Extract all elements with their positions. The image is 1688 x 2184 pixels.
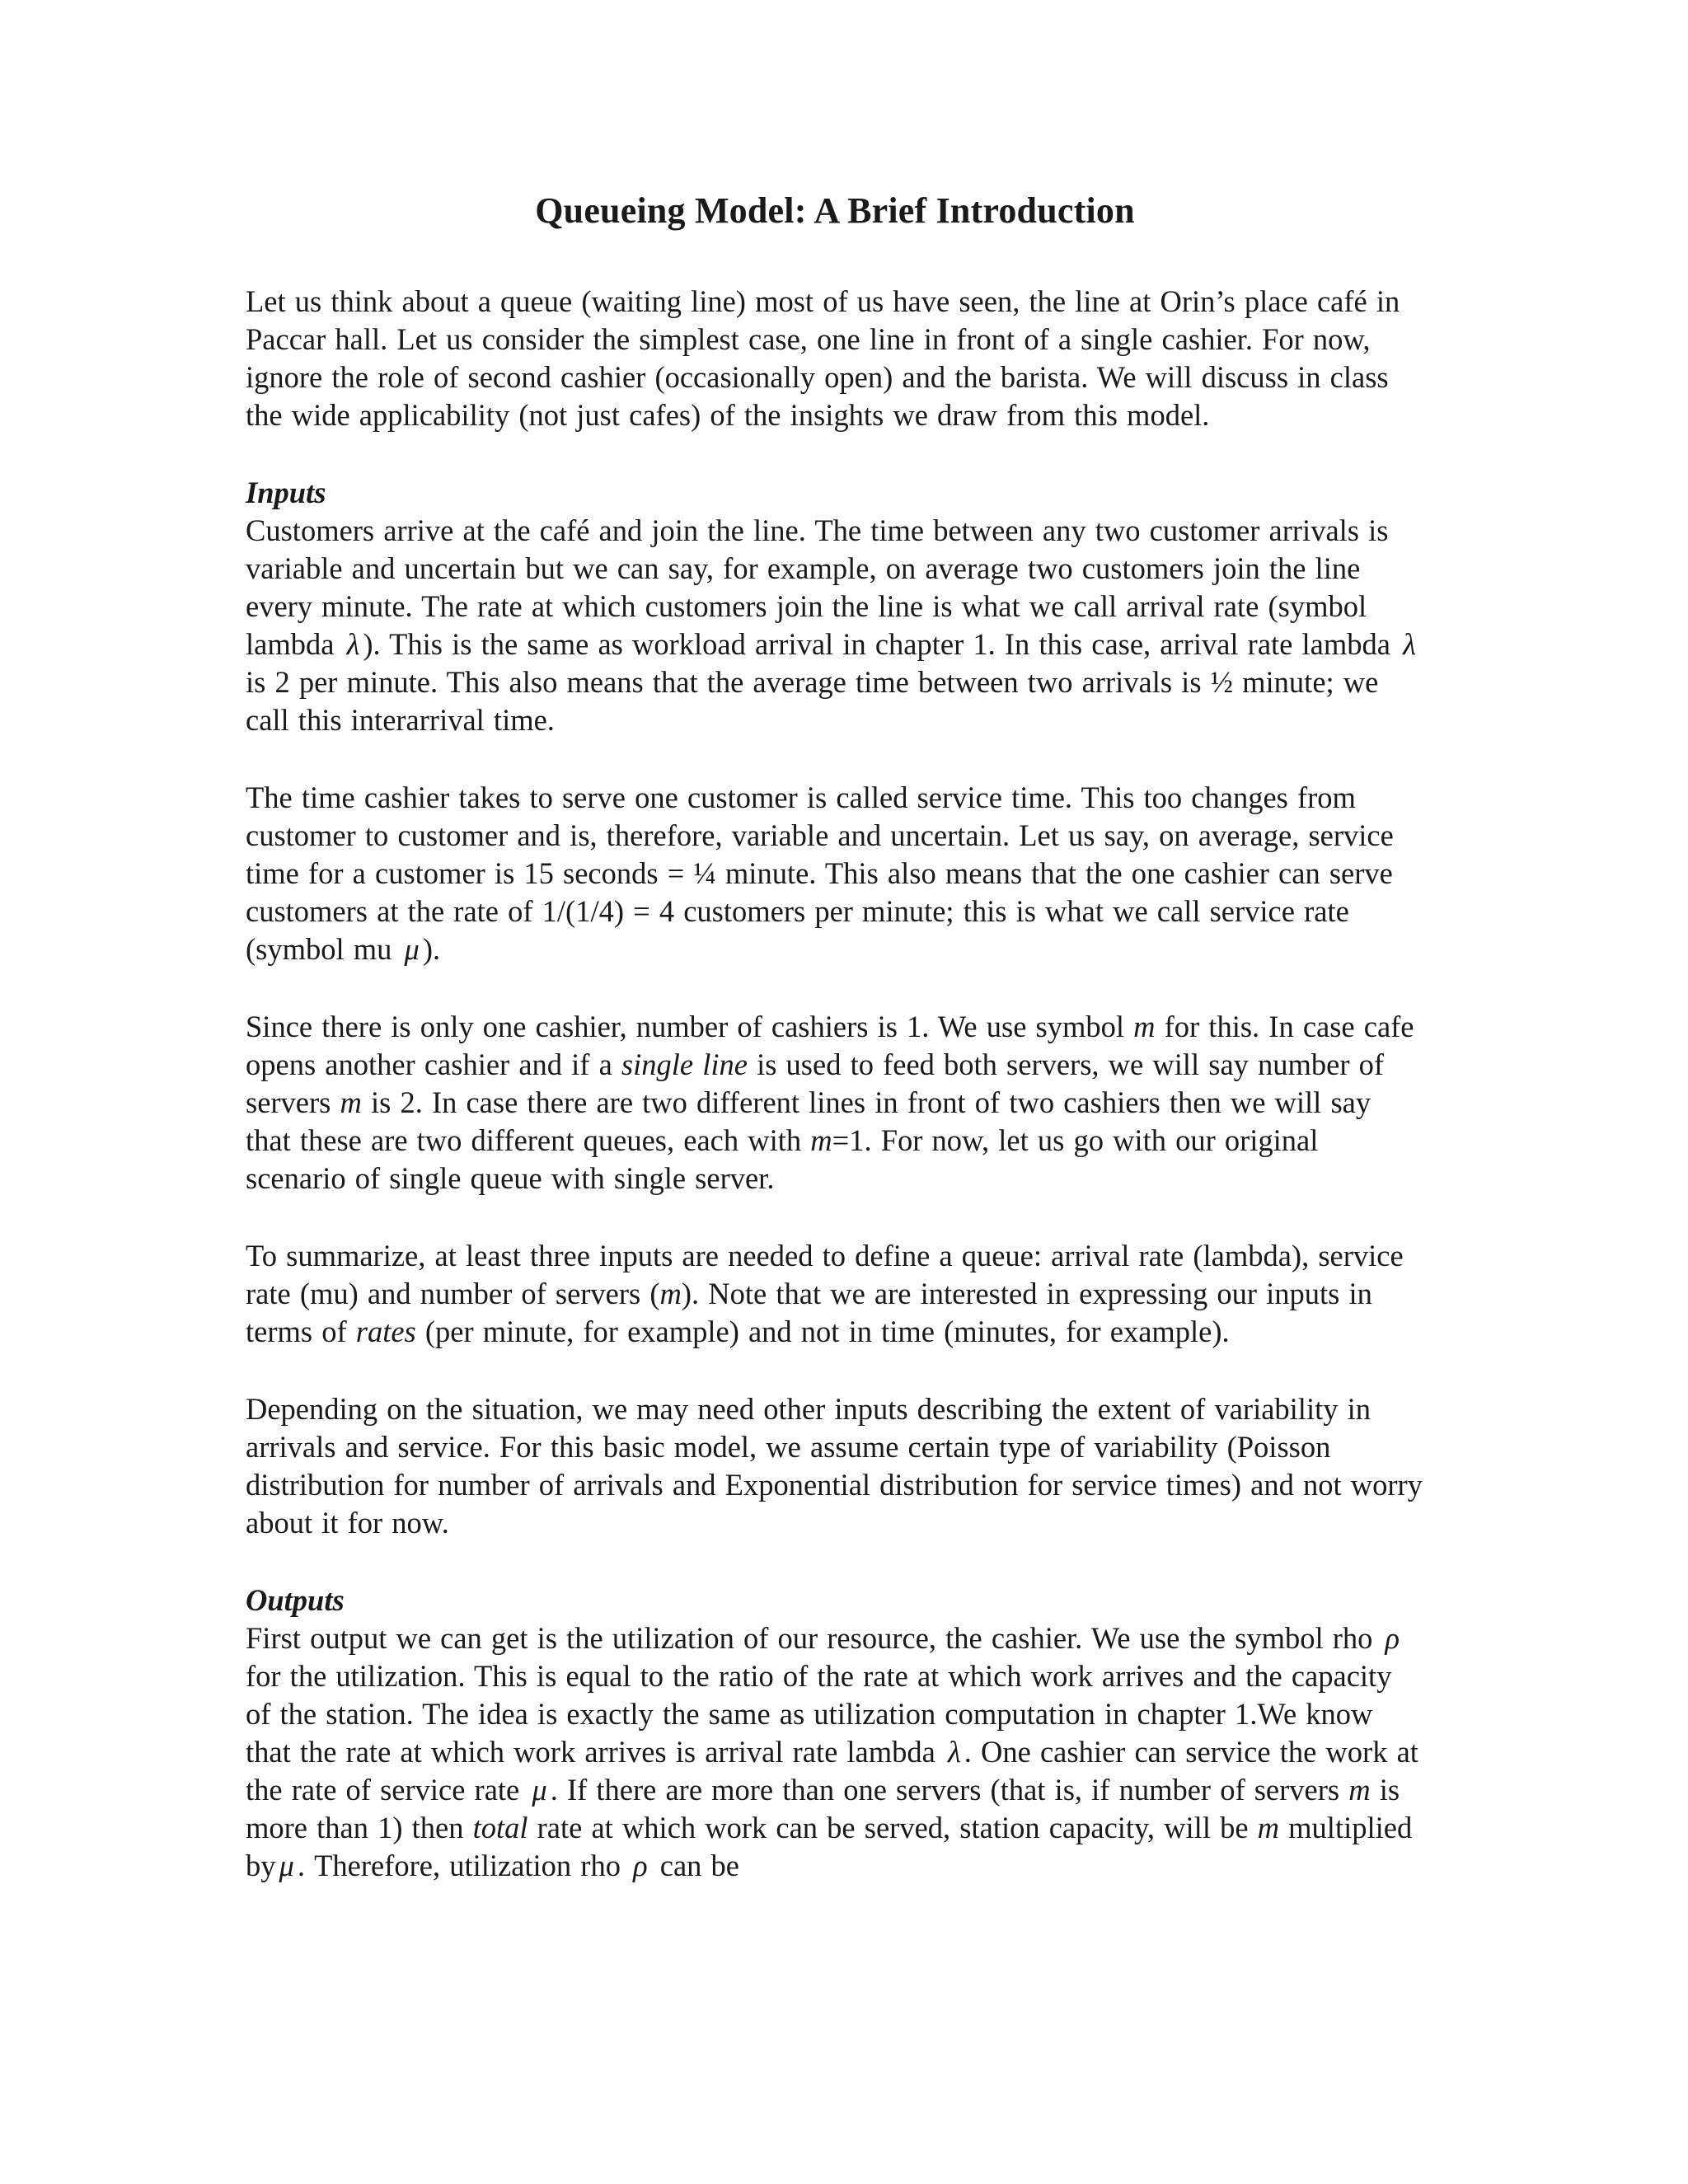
m-variable: m [659,1277,682,1310]
lambda-symbol: λ [346,627,360,661]
m-variable: m [340,1085,362,1119]
outputs-heading: Outputs [246,1583,345,1617]
text-segment: ). This is the same as workload arrival in chapter 1. In this case, arrival rate lambda [363,627,1390,661]
text-segment: is more than 1) then [246,1773,1400,1844]
text-segment: To summarize, at least three inputs are needed to define a queue: arrival rate (lambda), service rate (mu) and number of servers ( [246,1239,1404,1310]
text-segment: is 2 per minute. This also means that the average time between two arrivals is ½ minute; we call this interarrival time. [246,665,1379,737]
inputs-paragraph-variability: Depending on the situation, we may need other inputs describing the extent of variability in arrivals and service. For this basic model, we assume certain type of variability (Poisson distribution for number of arrivals and Exponential distribution for service times) and not worry about it for now. [246,1392,1423,1540]
m-variable: m [810,1123,832,1157]
text-segment: Customers arrive at the café and join the line. The time between any two customer arrivals is variable and uncertain but we can say, for example, on average two customers join the line every minute. The rate at which customers join the line is what we call arrival rate (symbol lambda [246,513,1389,661]
inputs-paragraph-service [246,779,1424,968]
text-segment: =1. For now, let us go with our original scenario of single queue with single server. [246,1123,1319,1195]
text-segment: (per minute, for example) and not in time (minutes, for example). [424,1315,1230,1348]
outputs-paragraph-utilization [246,1619,1424,1885]
text-segment: . If there are more than one servers (that is, if number of servers [550,1773,1340,1807]
text-segment: multiplied by [246,1811,1413,1882]
mu-symbol: μ [532,1773,547,1807]
text-segment: The time cashier takes to serve one customer is called service time. This too changes from customer to customer and is, therefore, variable and uncertain. Let us say, on average, service time for a customer is 15 seconds = ¼ minute. This also means that the one cashier can serve customers at the rate of 1/(1/4) = 4 customers per minute; this is what we call service rate (symbol mu [246,780,1394,966]
lambda-symbol: λ [1403,627,1416,661]
mu-symbol: μ [279,1849,294,1882]
intro-paragraph: Let us think about a queue (waiting line) most of us have seen, the line at Orin’s place café in Paccar hall. Let us consider the simplest case, one line in front of a single cashier. For now, ignore the role of second cashier (occasionally open) and the barista. We will discuss in class the wide applicability (not just cafes) of the insights we draw from this model. [246,284,1400,432]
total-emphasis: total [472,1811,528,1844]
lambda-symbol: λ [947,1735,961,1769]
m-variable: m [1348,1773,1371,1807]
m-variable: m [1133,1010,1156,1043]
document-page [246,190,1424,1885]
rho-symbol: ρ [633,1849,648,1882]
text-segment: is used to feed both servers, we will say number of servers [246,1047,1385,1119]
text-segment: . Therefore, utilization rho [297,1849,621,1882]
text-segment: Since there is only one cashier, number of cashiers is 1. We use symbol [246,1010,1125,1043]
m-variable: m [1257,1811,1280,1844]
inputs-paragraph-servers [246,1008,1424,1197]
single-line-emphasis: single line [621,1047,748,1081]
text-segment: ). [422,932,441,966]
mu-symbol: μ [404,932,420,966]
text-segment: is 2. In case there are two different lines in front of two cashiers then we will say that these are two different queues, each with [246,1085,1372,1157]
text-segment: for this. In case cafe opens another cashier and if a [246,1010,1414,1081]
rho-symbol: ρ [1385,1621,1400,1655]
inputs-paragraph-arrivals [246,512,1424,739]
inputs-heading: Inputs [246,476,326,509]
page-title: Queueing Model: A Brief Introduction [535,190,1135,231]
inputs-paragraph-summary [246,1237,1424,1351]
text-segment: ). Note that we are interested in expressing our inputs in terms of [246,1277,1372,1348]
text-segment: . One cashier can service the work at the rate of service rate [246,1735,1418,1807]
text-segment: First output we can get is the utilization of our resource, the cashier. We use the symbol rho [246,1621,1373,1655]
text-segment: rate at which work can be served, station capacity, will be [537,1811,1249,1844]
rates-emphasis: rates [355,1315,416,1348]
text-segment: for the utilization. This is equal to the ratio of the rate at which work arrives and the capacity of the station. The idea is exactly the same as utilization computation in chapter 1.We know that the rate at which work arrives is arrival rate lambda [246,1659,1392,1769]
text-segment: can be [659,1849,739,1882]
